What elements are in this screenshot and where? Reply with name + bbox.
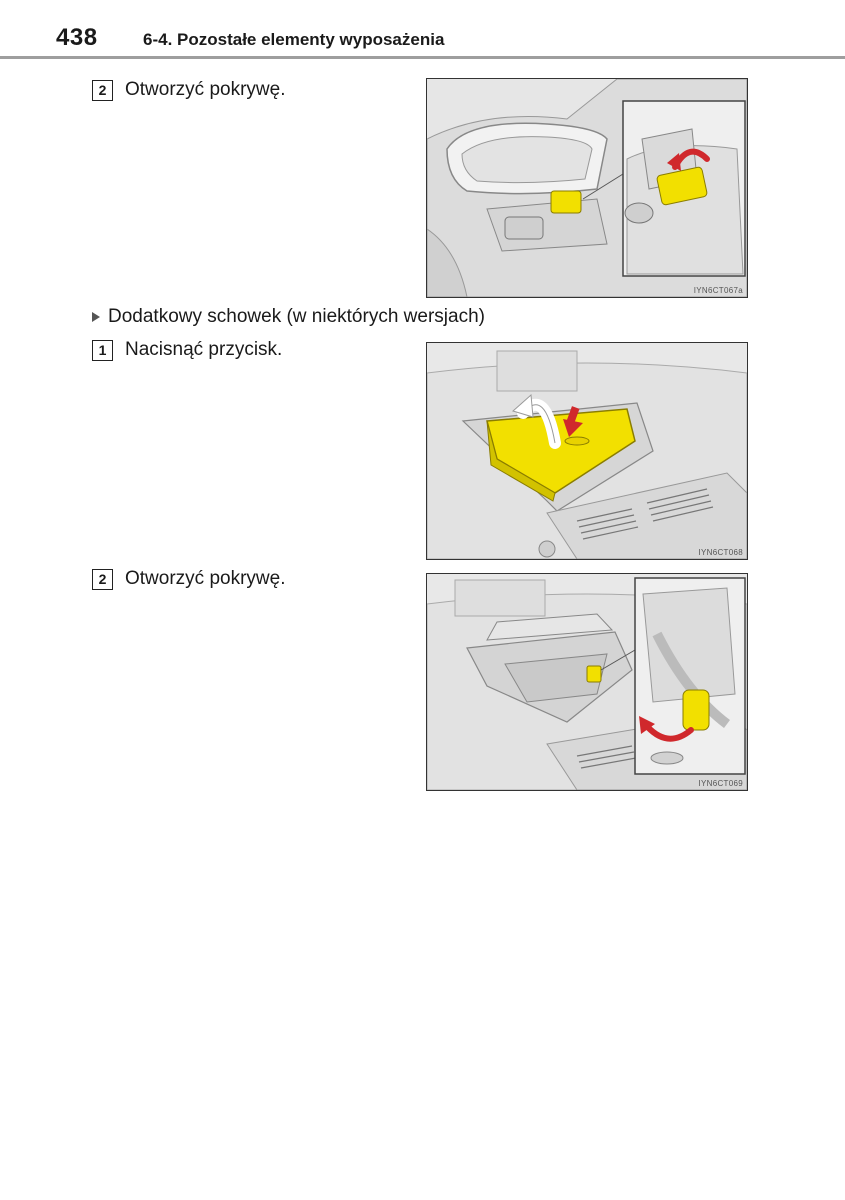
console-illustration xyxy=(427,79,747,297)
step-open-cover-2 xyxy=(92,568,285,590)
figure-code: IYN6CT069 xyxy=(698,779,743,788)
page-header xyxy=(0,0,845,58)
figure-code: IYN6CT067a xyxy=(693,286,743,295)
figure-console-cover-open xyxy=(426,78,748,298)
optional-compartment-heading xyxy=(92,306,485,328)
compartment-illustration xyxy=(427,574,747,790)
bullet-text: Dodatkowy schowek (w niektórych wersjach) xyxy=(108,306,485,327)
figure-compartment-open xyxy=(426,573,748,791)
step-text: Nacisnąć przycisk. xyxy=(125,339,283,360)
dashboard-button-illustration xyxy=(427,343,747,559)
section-title: 6-4. Pozostałe elementy wyposażenia xyxy=(143,30,445,49)
step-number-badge: 2 xyxy=(92,80,113,101)
step-press-button xyxy=(92,339,282,361)
step-text: Otworzyć pokrywę. xyxy=(125,568,286,589)
step-number-badge: 1 xyxy=(92,340,113,361)
bullet-triangle-icon xyxy=(92,312,100,322)
step-number-badge: 2 xyxy=(92,569,113,590)
step-open-cover-1 xyxy=(92,79,285,101)
page-number: 438 xyxy=(56,24,98,51)
step-text: Otworzyć pokrywę. xyxy=(125,79,286,100)
figure-press-button xyxy=(426,342,748,560)
header-rule xyxy=(0,56,845,59)
figure-code: IYN6CT068 xyxy=(698,548,743,557)
